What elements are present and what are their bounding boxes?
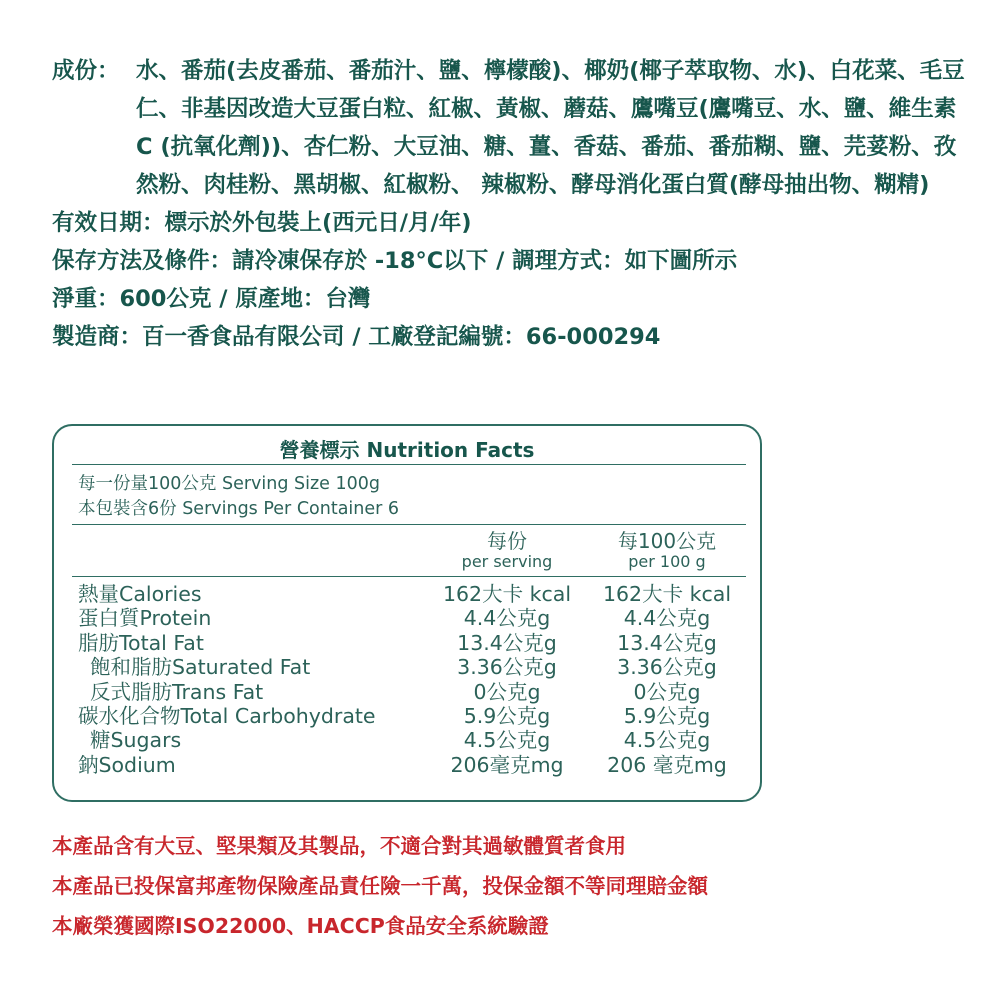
allergen-warning: 本產品含有大豆、堅果類及其製品，不適合對其過敏體質者食用 [52, 834, 626, 858]
value-per-100g: 5.9公克g [623, 703, 711, 728]
value-per-serving: 13.4公克g [457, 630, 557, 655]
table-row [54, 655, 760, 679]
table-row [54, 728, 760, 752]
nutrient-name: 糖Sugars [90, 728, 182, 753]
nutrient-name: 碳水化合物Total Carbohydrate [78, 703, 376, 728]
value-per-serving: 5.9公克g [463, 703, 551, 728]
product-info [52, 52, 972, 356]
certification-notice: 本廠榮獲國際ISO22000、HACCP食品安全系統驗證 [52, 914, 549, 938]
column-head-per-100g-zh: 每100公克 [617, 529, 717, 553]
nutrient-name: 鈉Sodium [78, 752, 176, 777]
insurance-notice: 本產品已投保富邦產物保險產品責任險一千萬，投保金額不等同理賠金額 [52, 874, 708, 898]
nutrient-name: 脂肪Total Fat [78, 630, 204, 655]
net-weight-line: 淨重：600公克 / 原產地：台灣 [52, 286, 371, 312]
column-head-per-serving-zh: 每份 [487, 529, 527, 553]
servings-per-container: 本包裝含6份 Servings Per Container 6 [78, 499, 400, 519]
column-head-per-serving-en: per serving [461, 552, 553, 571]
expiry-line: 有效日期：標示於外包裝上(西元日/月/年) [52, 210, 472, 236]
column-head-per-serving [432, 530, 582, 572]
nutrient-name: 飽和脂肪Saturated Fat [90, 655, 311, 680]
column-head-per-100g [592, 530, 742, 572]
nutrient-name: 蛋白質Protein [78, 606, 212, 631]
value-per-100g: 13.4公克g [617, 630, 717, 655]
storage-line: 保存方法及條件：請冷凍保存於 -18°C以下 / 調理方式：如下圖所示 [52, 248, 738, 274]
value-per-serving: 162大卡 kcal [442, 582, 572, 606]
value-per-100g: 4.5公克g [623, 728, 711, 753]
value-per-serving: 4.5公克g [463, 728, 551, 753]
nutrition-title: 營養標示 Nutrition Facts [279, 438, 535, 462]
divider [72, 464, 746, 465]
column-head-per-100g-en: per 100 g [628, 552, 706, 571]
value-per-serving: 3.36公克g [457, 655, 557, 680]
value-per-serving: 0公克g [473, 679, 541, 704]
nutrient-name: 反式脂肪Trans Fat [90, 679, 264, 704]
value-per-100g: 3.36公克g [617, 655, 717, 680]
value-per-100g: 0公克g [633, 679, 701, 704]
table-row [54, 631, 760, 655]
value-per-serving: 206毫克mg [450, 752, 564, 777]
nutrition-rows [54, 582, 760, 777]
value-per-100g: 4.4公克g [623, 606, 711, 631]
value-per-serving: 4.4公克g [463, 606, 551, 631]
ingredients-text: 水、番茄(去皮番茄、番茄汁、鹽、檸檬酸)、椰奶(椰子萃取物、水)、白花菜、毛豆仁、非基因改造大豆蛋白粒、紅椒、黃椒、蘑菇、鷹嘴豆(鷹嘴豆、水、鹽、維生素C (抗氧化劑))、杏仁粉、大豆油、糖、薑、香菇、番茄、番茄糊、鹽、芫荽粉、孜然粉、肉桂粉、黑胡椒、紅椒粉、 辣椒粉、酵母消化蛋白質(酵母抽出物、糊精) [136, 58, 965, 198]
value-per-100g: 162大卡 kcal [602, 582, 732, 606]
manufacturer-line: 製造商：百一香食品有限公司 / 工廠登記編號：66-000294 [52, 324, 661, 350]
table-row [54, 753, 760, 777]
table-row [54, 582, 760, 606]
divider [72, 576, 746, 577]
serving-size: 每一份量100公克 Serving Size 100g [78, 474, 381, 494]
nutrient-name: 熱量Calories [78, 582, 202, 606]
table-row [54, 606, 760, 630]
table-row [54, 704, 760, 728]
ingredients [52, 52, 972, 204]
divider [72, 524, 746, 525]
value-per-100g: 206 毫克mg [607, 752, 727, 777]
table-row [54, 680, 760, 704]
warnings [52, 826, 708, 946]
ingredients-label: 成份： [52, 58, 120, 84]
nutrition-facts-box [52, 424, 762, 802]
